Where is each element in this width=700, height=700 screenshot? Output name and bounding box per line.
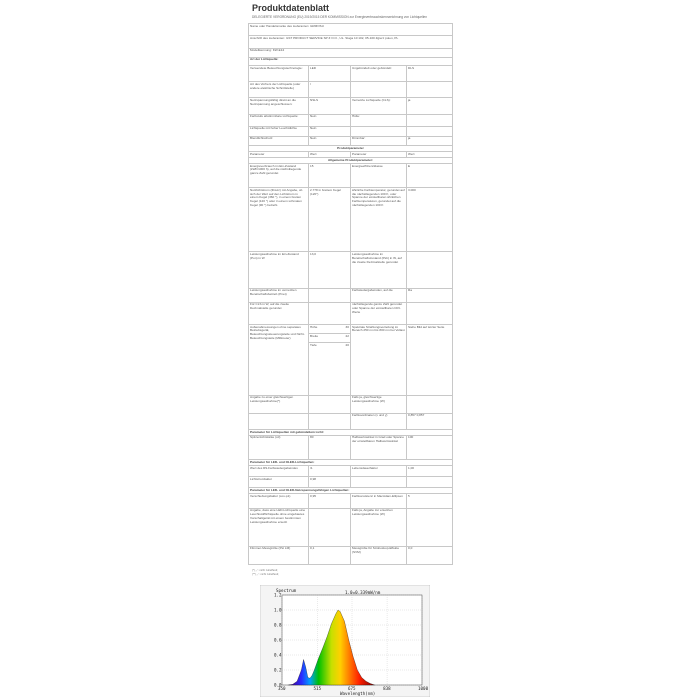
section-row [249,57,453,65]
y-tick-label: 0.8 [274,622,282,628]
table-cell: 100 [407,435,453,459]
table-row [249,188,453,252]
table-cell: Falls ja, Angabe zur ersetzten Leistungsaufnahme (W) [351,508,407,546]
table-cell: ja [407,136,453,145]
table-cell: Spitzenlichtstärke (cd) [249,435,309,459]
table-cell: 80 [309,435,351,459]
table-cell: 3.000 [407,188,453,252]
table-cell: Art des Vorhers der Lichtquelle (oder andere elektrische Schnittstelle) [249,82,309,98]
table-row [249,395,453,413]
spectrum-label: Spectrum [276,588,297,593]
table-cell [407,114,453,126]
table-cell: Flimmer-Messgröße (Pst LM) [249,546,309,564]
table-cell: Nein [309,136,351,145]
table-cell [351,82,407,98]
table-cell: Blendlichtschutz: [249,136,309,145]
table-cell: 2.778 in breitem Kegel (120°) [309,188,351,252]
table-row [249,164,453,188]
table-cell: Lebensdauerfaktor [351,466,407,477]
dimension-cell: Breite 22 [309,334,351,343]
table-cell: Ungebündelt oder gebündelt: [351,65,407,81]
table-row [249,136,453,145]
table-cell: Energieverbrauch im Ein-Zustand (kWh/1000 h), auf die nächstliegende ganze Zahl gerundet [249,164,309,188]
table-row [249,252,453,288]
table-cell: Farbkonsistenz in MacAdam-Ellipsen [351,494,407,508]
table-cell: Ra [407,288,453,302]
table-cell [309,395,351,413]
spectral-label: Spektrale Strahlungsverteilung im Bereich 250 nm bis 800 nm bei Vollast [351,324,407,395]
column-header: Parameter [351,152,407,158]
y-tick-label: 1.2 [274,592,282,598]
section-heading: Parameter für LED- und OLED-Lichtquellen: [249,460,453,466]
table-row [249,114,453,126]
table-cell: Wert des R9-Farbwiedergabeindex [249,466,309,477]
table-cell: Nutzlichtstrom (Φnutz) mit Angabe, ob sich der Wert auf den Lichtstrom in einem Kegel (360 °), in einem breiten Kegel (120 °) oder in einem schmalen Kegel (90 °) bezieht. [249,188,309,252]
table-cell: Leistungsaufnahme im Ein-Zustand (Pon) in W [249,252,309,288]
table-cell: 15 [309,164,351,188]
table-cell [309,288,351,302]
table-cell: E [407,164,453,188]
table-row [249,546,453,564]
table-row [249,494,453,508]
table-cell [309,413,351,429]
x-tick-label: 515 [313,686,322,691]
table-row [249,288,453,302]
table-cell: 0,0 [407,546,453,564]
table-cell: Farbstufe abstimmbare Lichtquelle: [249,114,309,126]
x-tick-label: 838 [383,686,391,691]
section-heading: Allgemeine Produktparameter: [249,158,453,164]
y-tick-label: 0.2 [274,667,282,673]
table-cell [351,477,407,488]
table-cell: Nein [309,126,351,136]
table-cell: Farbkoordinaten (x und y) [351,413,407,429]
y-tick-label: 0.4 [274,652,282,658]
table-cell: 1,00 [407,466,453,477]
spectrum-chart [260,585,430,697]
column-header: Wert [407,152,453,158]
table-cell: Angabe zu einer gleichwertigen Leistungsaufnahme(*) [249,395,309,413]
table-cell: Energieeffizienzklasse [351,164,407,188]
table-cell: 0,1 [309,546,351,564]
section-heading: Parameter für Lichtquellen mit gebündeltem Licht: [249,429,453,435]
spectrum-xlabel: Wavelength(nm) [340,691,376,696]
address-row [249,36,453,48]
table-row [249,302,453,324]
table-row [249,82,453,98]
table-cell [351,126,407,136]
supplier-name: Name oder Handelsmarke des Lieferanten: GRMOSU [249,24,453,36]
section-heading: Art der Lichtquelle: [249,57,453,65]
table-cell: nächstliegende ganze Zahl gerundet oder Spanne der einstellbaren CRI-Werte [351,302,407,324]
table-cell: Nein [309,114,351,126]
spectrum-svg [260,585,430,697]
page-title: Produktdatenblatt [252,3,330,13]
table-cell: Angabe, dass eine LED-Lichtquelle eine Leuchtstofflichtquelle ohne eingebautes Vorschaltgerät mit einem bestimmten Leistungsaufnahme ersetzt [249,508,309,546]
section-heading: Produktparameter [249,146,453,152]
section-heading: Parameter für LED- und OLED-Netzspannungsfähigen Lichtquellen: [249,488,453,494]
table-cell [407,126,453,136]
y-tick-label: 0.6 [274,637,282,643]
dimension-row [249,324,453,333]
table-row [249,65,453,81]
table-cell: 13,0 [309,252,351,288]
table-cell [407,82,453,98]
table-cell: 0,95 [309,494,351,508]
table-cell: 5 [407,494,453,508]
table-row [249,413,453,429]
table-cell: Dimmbar: [351,136,407,145]
table-row [249,126,453,136]
table-cell [309,302,351,324]
table-cell: Halbwertswinkel in Grad oder Spanne der einstellbaren Halbwertswinkel [351,435,407,459]
table-cell: ähnliche Farbtemperatur, gerundet auf die nächstliegenden 100 K, oder Spanne der einstellbaren ähnlichen Farbtemperaturen, gerundet auf die nächstliegenden 100 K [351,188,407,252]
table-cell: Leistungsaufnahme im Bereitschaftszustand (Psb) in W, auf die zweite Dezimalstelle gerundet [351,252,407,288]
table-cell: / [309,82,351,98]
table-cell [249,413,309,429]
x-tick-label: 1000 [418,686,429,691]
table-cell: Falls ja, gleichwertige Leistungsaufnahme (W) [351,395,407,413]
table-cell: 0,98 [309,477,351,488]
supplier-address: Anschrift des Lieferanten: GST PRODUCT SERVICE SP Z O.O., UL. Sluga 10 102, 05-100 Zgierz polen, PL [249,36,453,48]
table-cell: Lichtquelle mit hoher Leuchtdichte [249,126,309,136]
table-cell: Messgröße für Stroboskop-Effekte (SVM) [351,546,407,564]
y-tick-label: 1.0 [274,607,282,613]
table-cell [407,252,453,288]
table-cell: Hülle: [351,114,407,126]
x-tick-label: 350 [278,686,286,691]
table-cell [407,477,453,488]
datasheet-table [248,23,453,565]
footnote: (**) „-“: nicht zutreffend; [252,572,279,576]
table-row [249,508,453,546]
table-cell: NSLS [309,98,351,114]
table-cell: Verschiebungsfaktor (cos φ1) [249,494,309,508]
table-row [249,466,453,477]
supplier-row [249,24,453,36]
table-cell: Lichtstromfaktor [249,477,309,488]
dimension-cell: Höhe 30 [309,324,351,333]
spectrum-readout: 1.0=0.339mW/nm [345,590,381,595]
table-row [249,98,453,114]
table-cell: Leistungsaufnahme im vernetzten Bereitschaftsbetrieb (Pnet) [249,288,309,302]
model-row [249,48,453,57]
table-cell: LED [309,65,351,81]
table-row [249,435,453,459]
product-datasheet [248,0,452,577]
table-cell: Netzspannungsfähig direkt an die Netzspannung angeschlossen: [249,98,309,114]
table-cell [309,508,351,546]
table-cell: Verwendete Beleuchtungstechnologie: [249,65,309,81]
table-cell: Für CLS in W, auf die zweite Dezimalstelle gerundet [249,302,309,324]
table-cell [407,395,453,413]
footnotes [252,569,452,577]
table-cell: /1 [309,466,351,477]
y-tick-label: 0.0 [274,682,282,688]
table-cell: ja [407,98,453,114]
spectral-value: Siehe Bild auf letzter Seite [407,324,453,395]
column-header: Wert [309,152,351,158]
table-cell: Vernetzte Lichtquelle (CLS): [351,98,407,114]
table-row [249,477,453,488]
dimension-cell: Tiefe 20 [309,343,351,395]
table-cell: Farbwiedergabeindex, auf die [351,288,407,302]
table-cell [407,302,453,324]
table-cell [407,508,453,546]
regulation-subtitle: DELEGIERTE VERORDNUNG (EU) 2019/2015 DER KOMMISSION zur Energieverbrauchskennzeichnung von Lichtquellen [252,15,427,19]
column-header: Parameter [249,152,309,158]
footnote: (*) „-“: nicht zutreffend; [252,568,278,572]
x-tick-label: 675 [348,686,356,691]
table-cell: DLS [407,65,453,81]
table-cell: 0,857 0,857 [407,413,453,429]
model-id: Modellkennung: KW-E12 [249,48,453,57]
dimensions-label: Außenabmessungen ohne separates Betriebsgerät, Beleuchtungssteuerungsteile und Nicht-Beleuchtungsteile (Millimeter) [249,324,309,395]
